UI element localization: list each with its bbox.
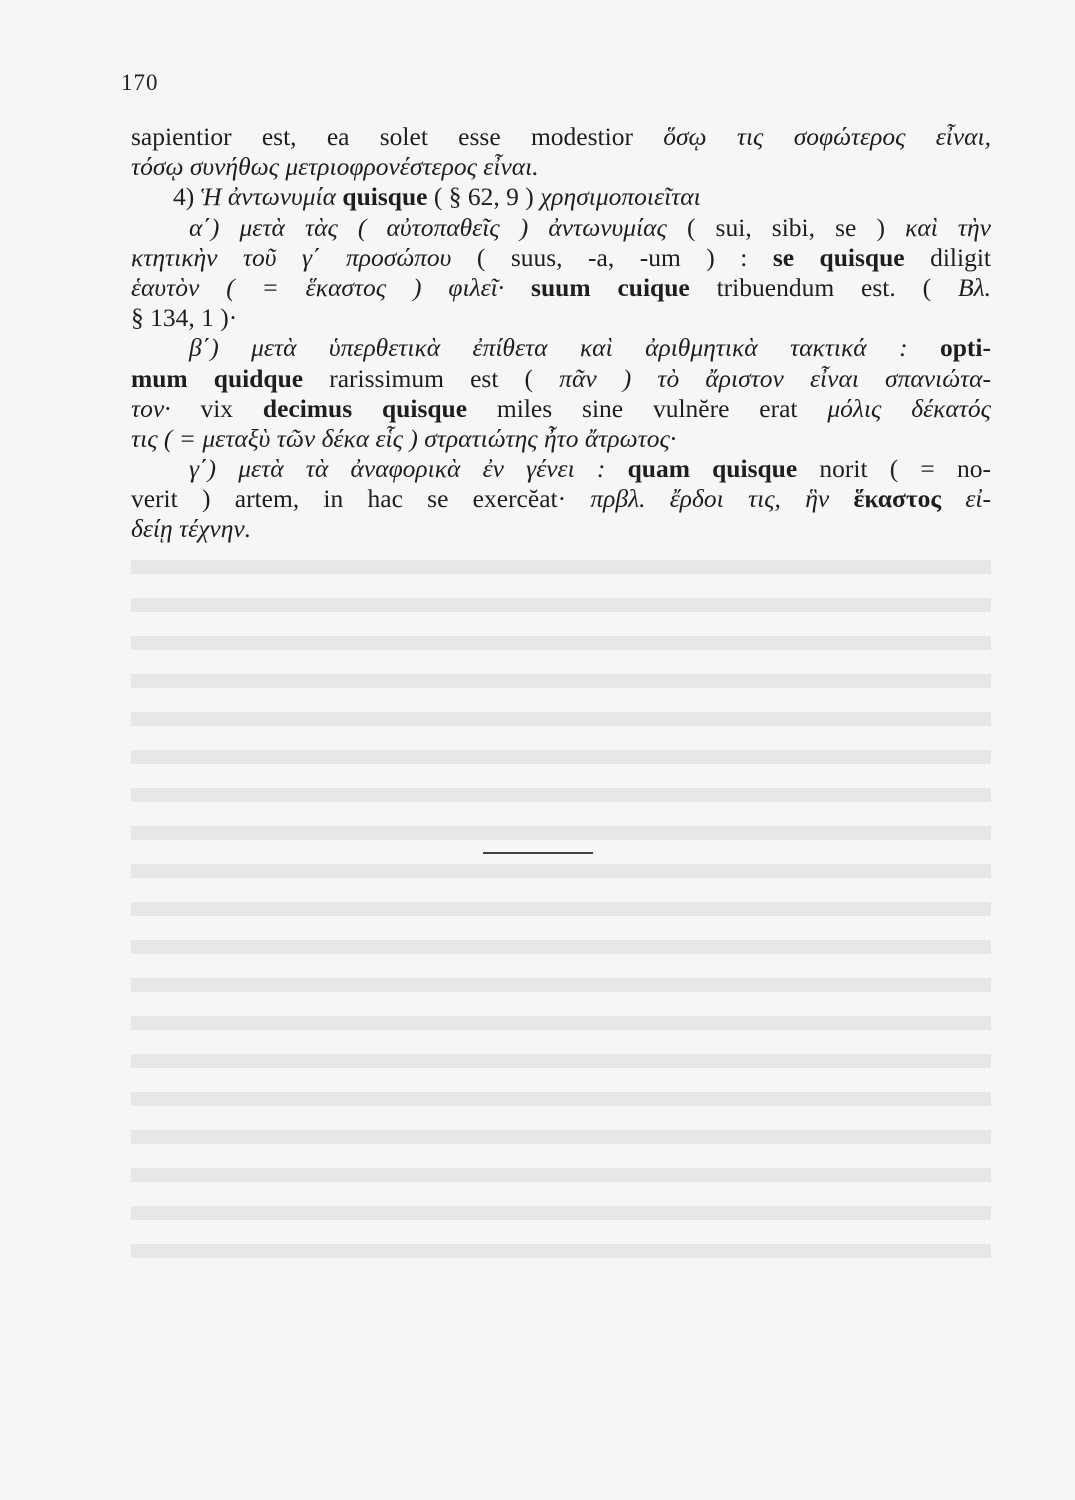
body-text [131,122,991,545]
text-line [131,273,991,303]
bold-term: se quisque [772,242,905,272]
latin-text: vix [200,393,263,423]
latin-text: § 134, 1 )· [131,303,238,333]
latin-text: ( § 62, 9 ) [427,182,541,212]
greek-text: πρβλ. ἔρδοι τις, ἣν [590,484,854,514]
bold-term: suum cuique [531,272,690,302]
greek-text: ἑαυτὸν ( = ἕκαστος ) φιλεῖ· [131,272,532,302]
bleed-through-shadow [131,560,991,1280]
text-line [131,152,991,182]
greek-text: α΄) μετὰ τὰς ( αὐτοπαθεῖς ) ἀντωνυμίας [189,212,667,242]
greek-text: εἰ- [941,484,991,514]
page-number: 170 [121,70,159,95]
latin-text: ( suus, -a, -um ) : [451,242,773,272]
latin-text: rarissimum est ( [303,363,560,393]
greek-text: Βλ. [958,272,991,302]
greek-text: χρησιμοποιεῖται [540,182,701,212]
latin-text: ( sui, sibi, se ) [666,212,906,242]
bold-term: decimus quisque [262,393,468,423]
text-line [131,454,991,484]
greek-text: ὅσῳ τις σοφώτερος εἶναι, [663,122,991,151]
latin-text: verit ) artem, in hac se exercĕat· [131,484,591,514]
section-rule [483,852,593,854]
greek-text: μόλις δέκατός [827,393,991,423]
bold-term: quam quisque [627,454,798,484]
text-line [131,424,991,454]
text-line [131,213,991,243]
greek-text: γ΄) μετὰ τὰ ἀναφορικὰ ἐν γένει : [189,454,628,484]
greek-text: Ἡ ἀντωνυμία [200,182,343,212]
greek-text: δείῃ τέχνην. [131,514,252,544]
text-line [131,394,991,424]
greek-text: πᾶν ) τὸ ἄριστον εἶναι σπανιώτα- [559,363,991,393]
latin-text: 4) [173,182,201,212]
text-line [131,484,991,514]
text-line [131,243,991,273]
latin-text: norit ( = no- [797,454,991,484]
bold-term: opti- [940,333,991,363]
greek-text: τον· [131,393,201,423]
greek-text: τις ( = μεταξὺ τῶν δέκα εἷς ) στρατιώτης ἦτο ἄτρωτος· [131,423,677,453]
greek-text: β΄) μετὰ ὑπερθετικὰ ἐπίθετα καὶ ἀριθμητικὰ τακτικά : [189,333,940,363]
text-line [131,333,991,363]
bold-term: mum quidque [131,363,304,393]
text-line [131,364,991,394]
bold-term: ἕκαστος [853,484,942,514]
text-line [131,303,991,333]
latin-text: miles sine vulnĕre erat [467,393,828,423]
latin-text: tribuendum est. ( [689,272,958,302]
latin-text: sapientior est, ea solet esse modestior [131,122,664,151]
text-line [131,182,991,212]
greek-text: τόσῳ συνήθως μετριοφρονέστερος εἶναι. [131,152,539,182]
text-line [131,514,991,544]
latin-text: diligit [904,242,991,272]
greek-text: καὶ τὴν [905,212,991,242]
greek-text: κτητικὴν τοῦ γ΄ προσώπου [131,242,452,272]
text-line [131,122,991,152]
bold-term: quisque [342,182,428,212]
